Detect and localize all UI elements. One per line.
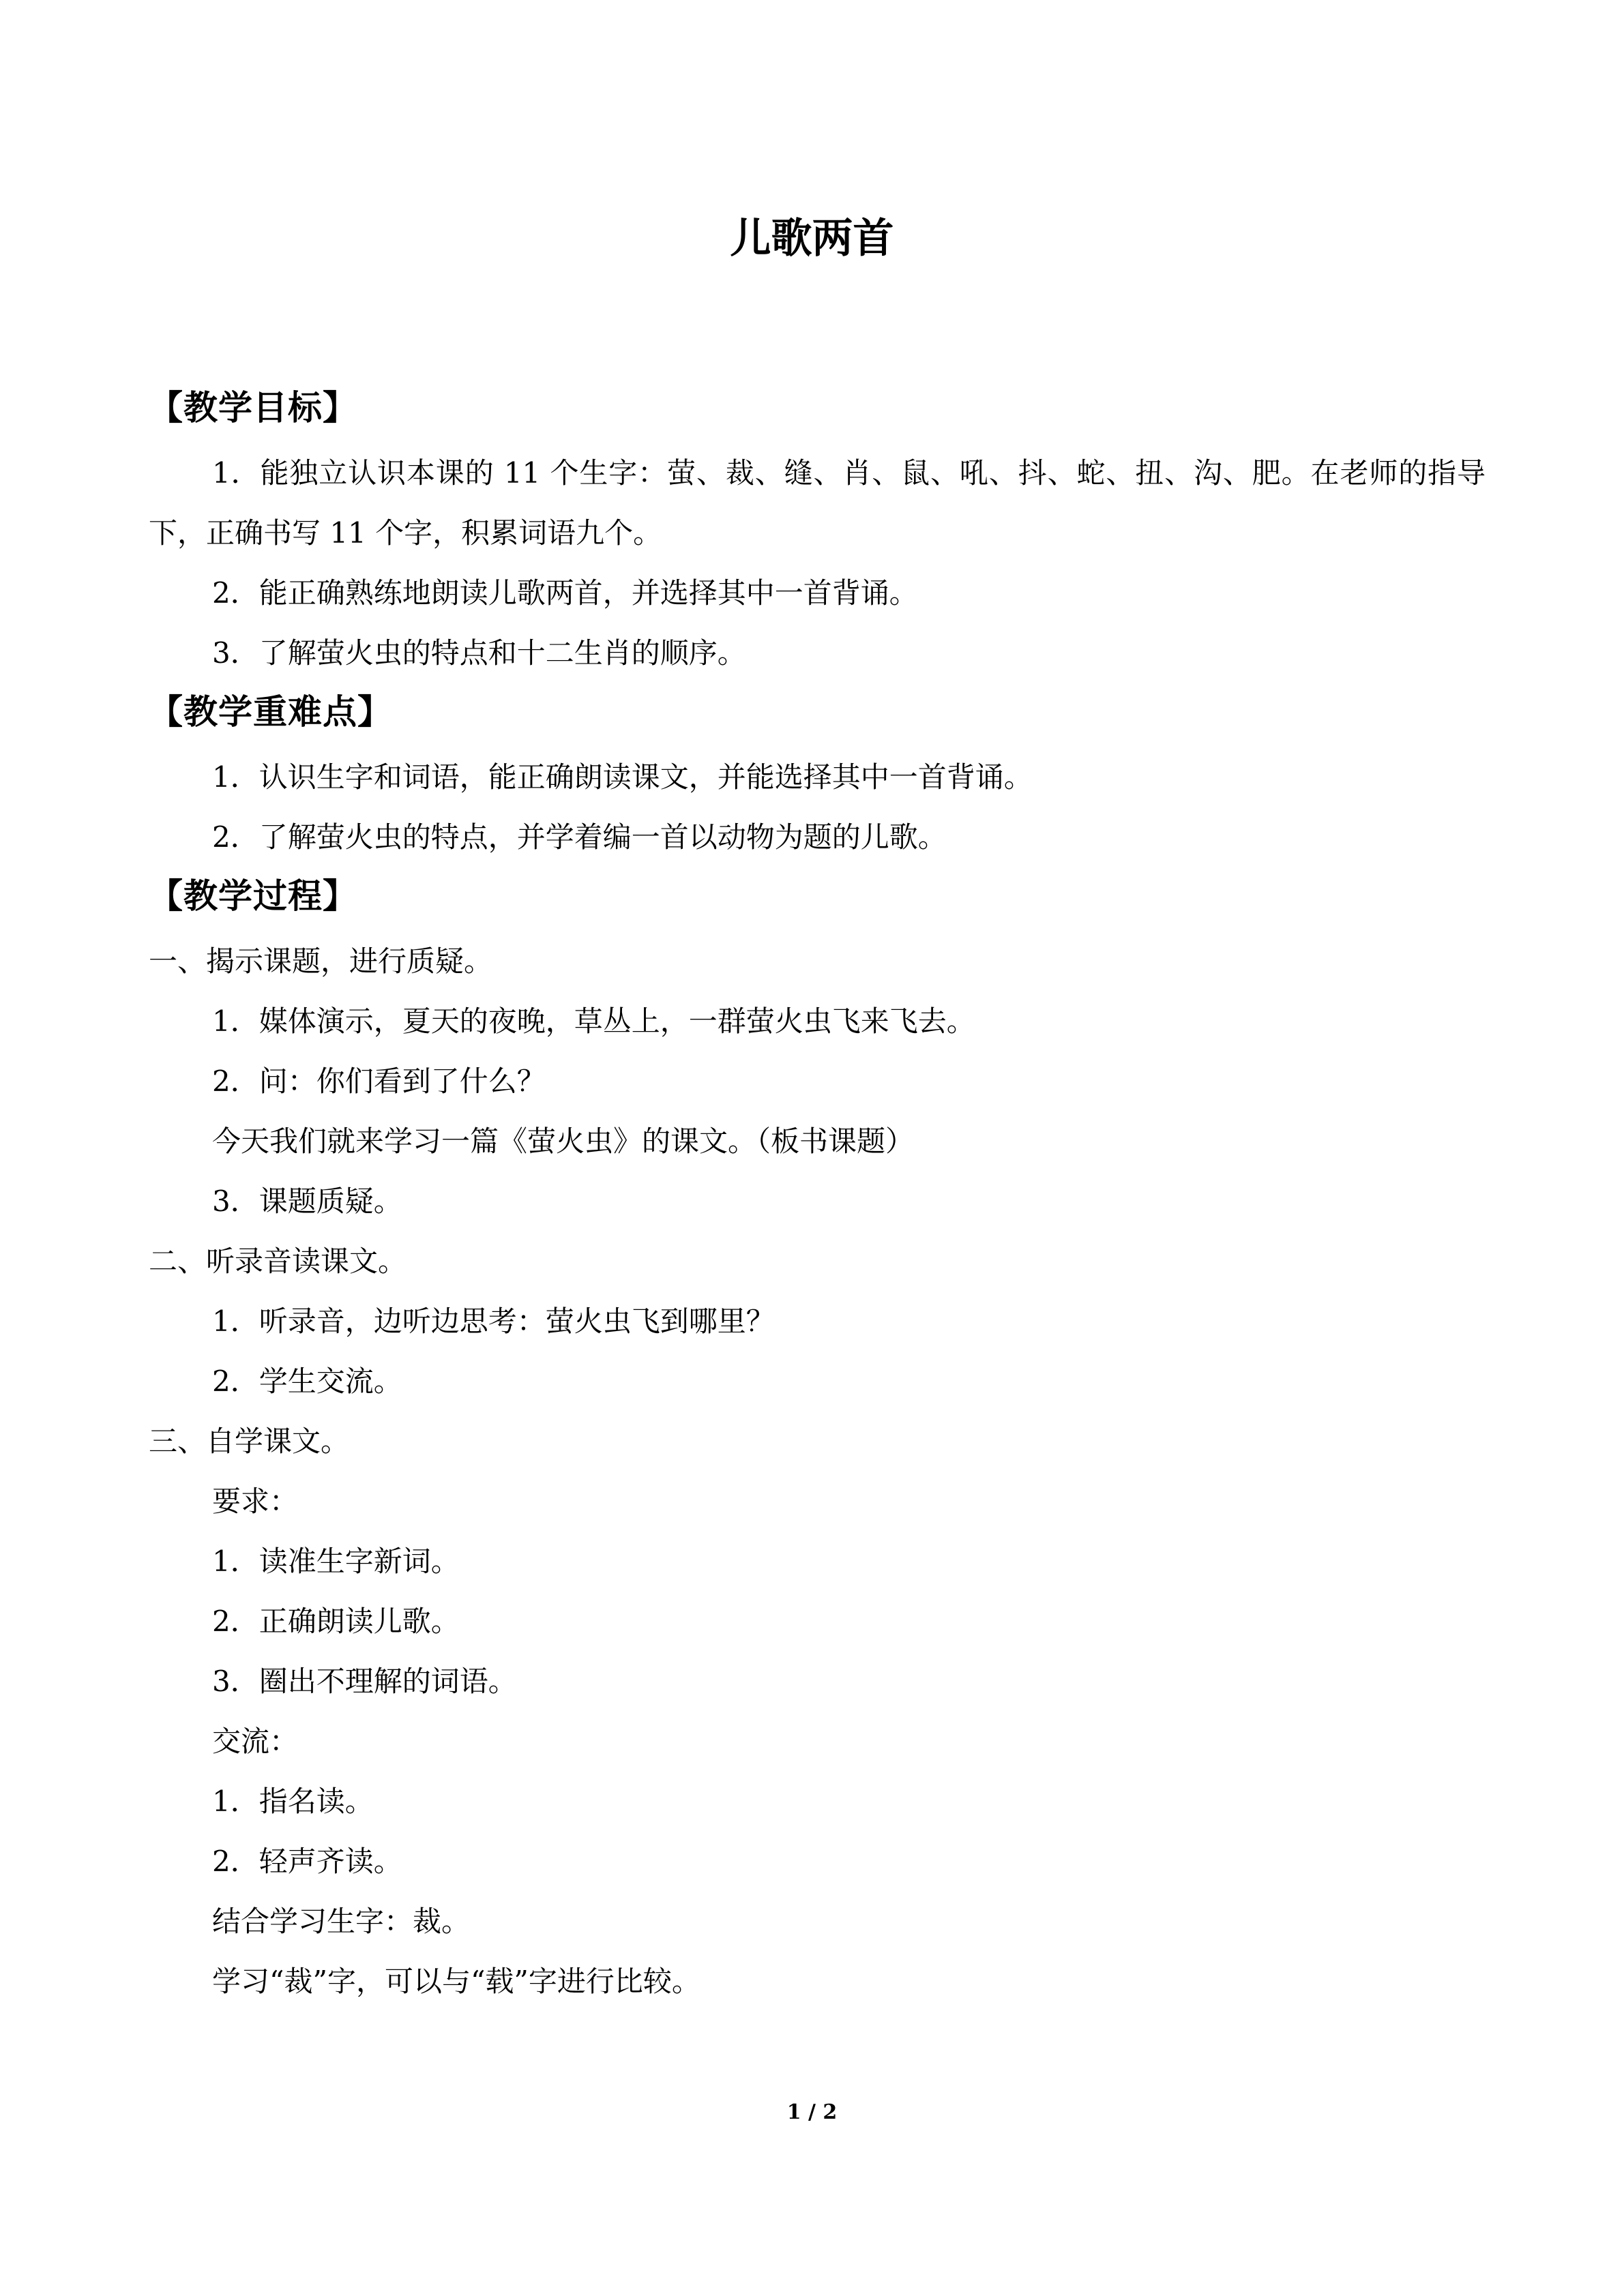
process-line: 2．问：你们看到了什么？ [212,1064,546,1098]
process-step-title: 三、自学课文。 [149,1425,350,1458]
objectives-heading: 【教学目标】 [149,388,357,428]
page-number: 1 / 2 [786,2100,838,2124]
document-body [149,382,1486,2012]
process-line: 2．轻声齐读。 [212,1845,402,1878]
process-line: 学习“裁”字，可以与“载”字进行比较。 [212,1965,700,1998]
process-line: 结合学习生字：裁。 [212,1905,471,1938]
objective-item: 3．了解萤火虫的特点和十二生肖的顺序。 [212,636,746,670]
process-line: 1．媒体演示，夏天的夜晚，草丛上，一群萤火虫飞来飞去。 [212,1004,975,1038]
key-point-item: 2．了解萤火虫的特点，并学着编一首以动物为题的儿歌。 [212,820,947,854]
process-line: 交流： [212,1725,299,1758]
process-line: 3．课题质疑。 [212,1184,402,1218]
process-step-title: 二、听录音读课文。 [149,1244,407,1278]
process-line: 3．圈出不理解的词语。 [212,1665,517,1698]
process-line: 1．读准生字新词。 [212,1545,460,1578]
objectives-section [149,382,1486,683]
key-point-item: 1．认识生字和词语，能正确朗读课文，并能选择其中一首背诵。 [212,760,1033,794]
process-line: 2．学生交流。 [212,1365,402,1398]
process-line: 今天我们就来学习一篇《萤火虫》的课文。（板书课题） [212,1124,915,1158]
key-points-heading: 【教学重难点】 [149,692,392,732]
document-title: 儿歌两首 [730,215,894,263]
process-section [149,870,1486,2012]
process-line: 2．正确朗读儿歌。 [212,1605,460,1638]
process-line: 要求： [212,1485,299,1518]
process-step-title: 一、揭示课题，进行质疑。 [149,944,493,978]
process-line: 1．指名读。 [212,1785,374,1818]
process-line: 1．听录音，边听边思考：萤火虫飞到哪里？ [212,1304,775,1338]
key-points-section [149,686,1486,867]
process-heading: 【教学过程】 [149,876,357,916]
objective-item: 1．能独立认识本课的 11 个生字：萤、裁、缝、肖、鼠、吼、抖、蛇、扭、沟、肥。在老师的指导下，正确书写 11 个字，积累词语九个。 [149,456,1486,550]
objective-item: 2．能正确熟练地朗读儿歌两首，并选择其中一首背诵。 [212,576,918,610]
